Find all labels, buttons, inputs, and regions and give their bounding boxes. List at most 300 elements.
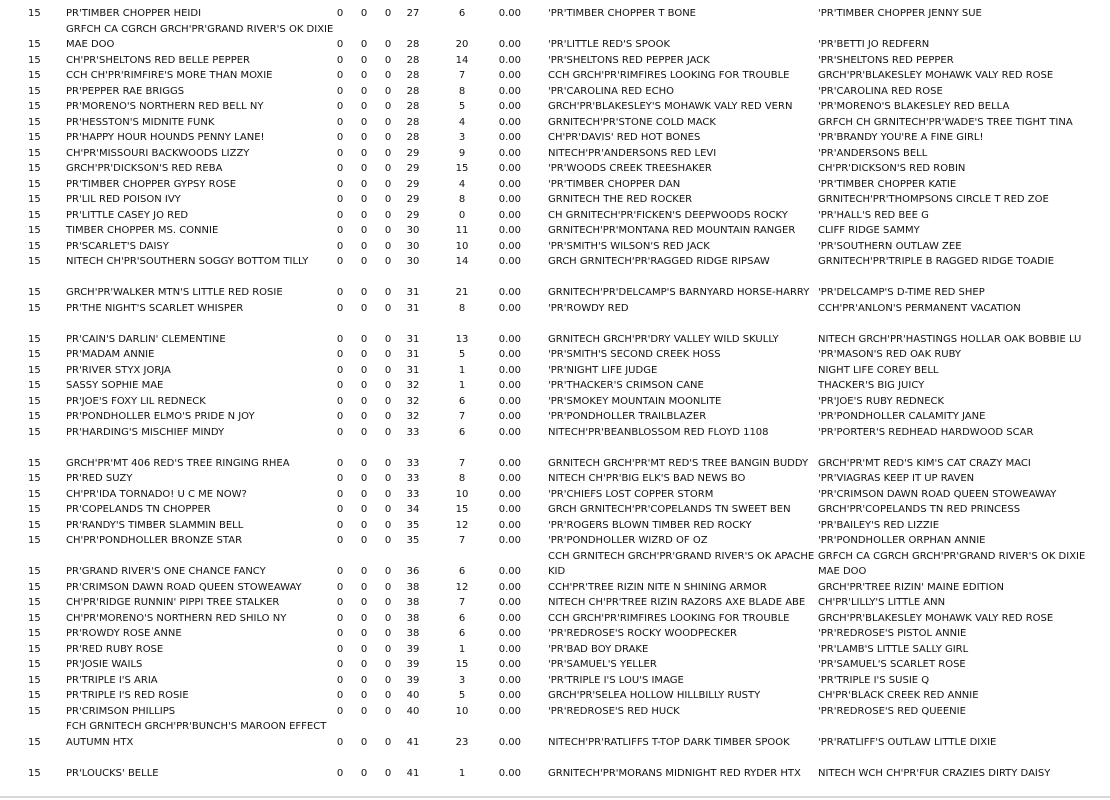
col-c-cell: 0 <box>384 659 392 670</box>
rank-cell: 30 <box>406 240 420 252</box>
table-row <box>0 704 1110 720</box>
dog-name-cell: CH'PR'MISSOURI BACKWOODS LIZZY <box>66 147 250 159</box>
col-c-cell: 0 <box>384 333 392 345</box>
col-c-cell: 0 <box>384 70 392 81</box>
table-row <box>0 223 1110 239</box>
dog-name-cell: CH'PR'SHELTONS RED BELLE PEPPER <box>66 54 250 66</box>
col-b-cell: 0 <box>360 736 368 748</box>
count-cell: 15 <box>28 54 41 66</box>
dam-name-cell: CH'PR'BLACK CREEK RED ANNIE <box>818 690 979 701</box>
dam-name-cell: CLIFF RIDGE SAMMY <box>818 225 920 236</box>
dam-name-cell: 'PR'TRIPLE I'S SUSIE Q <box>818 674 930 686</box>
sire-name-cell: NITECH'PR'ANDERSONS RED LEVI <box>548 147 717 159</box>
rank-cell: 30 <box>406 256 420 267</box>
col-b-cell: 0 <box>360 85 368 97</box>
count-cell: 15 <box>28 147 41 159</box>
dog-name-cell: PR'LIL RED POISON IVY <box>66 194 181 205</box>
table-row <box>0 580 1110 596</box>
col-b-cell: 0 <box>360 287 368 298</box>
col-a-cell: 0 <box>336 395 344 407</box>
points-cell: 1 <box>458 767 466 779</box>
col-b-cell: 0 <box>360 535 368 546</box>
amount-cell: 0.00 <box>498 690 521 701</box>
dog-name-cell: PR'PEPPER RAE BRIGGS <box>66 85 185 97</box>
count-cell: 15 <box>28 473 41 484</box>
rank-cell: 28 <box>406 132 420 143</box>
rank-cell: 39 <box>406 659 420 670</box>
col-c-cell: 0 <box>384 209 392 221</box>
dam-name-cell: 'PR'SOUTHERN OUTLAW ZEE <box>818 240 962 252</box>
points-cell: 7 <box>458 70 466 81</box>
count-cell: 15 <box>28 597 41 608</box>
col-c-cell: 0 <box>384 240 392 252</box>
dog-name-cell: PR'RED RUBY ROSE <box>66 643 164 655</box>
dog-name-cell: PR'JOE'S FOXY LIL REDNECK <box>66 395 206 407</box>
col-a-cell: 0 <box>336 597 344 608</box>
amount-cell: 0.00 <box>498 612 521 624</box>
count-cell: 15 <box>28 690 41 701</box>
sire-name-cell: 'PR'REDROSE'S RED HUCK <box>548 705 680 717</box>
amount-cell: 0.00 <box>498 504 521 515</box>
col-b-cell: 0 <box>360 256 368 267</box>
col-a-cell: 0 <box>336 705 344 717</box>
table-row <box>0 657 1110 673</box>
col-c-cell: 0 <box>384 690 392 701</box>
points-cell: 6 <box>458 426 466 438</box>
dog-name-cell: PR'TRIPLE I'S ARIA <box>66 674 158 686</box>
dam-name-cell: GRCH'PR'BLAKESLEY MOHAWK VALY RED ROSE <box>818 612 1054 624</box>
col-a-cell: 0 <box>336 39 344 50</box>
points-cell: 13 <box>455 333 469 345</box>
dam-name-cell: 'PR'JOE'S RUBY REDNECK <box>818 395 945 407</box>
count-cell: 15 <box>28 132 41 143</box>
table-row <box>0 564 1110 580</box>
col-a-cell: 0 <box>336 736 344 748</box>
table-row <box>0 347 1110 363</box>
amount-cell: 0.00 <box>498 349 521 360</box>
count-cell: 15 <box>28 8 41 19</box>
sire-name-cell: CCH GRNITECH GRCH'PR'GRAND RIVER'S OK APACHE <box>548 550 815 562</box>
points-cell: 14 <box>455 54 469 66</box>
dam-name-cell: 'PR'REDROSE'S PISTOL ANNIE <box>818 628 967 639</box>
count-cell: 15 <box>28 395 41 407</box>
sire-name-cell: 'PR'PONDHOLLER WIZRD OF OZ <box>548 535 708 546</box>
dog-name-cell: PR'MORENO'S NORTHERN RED BELL NY <box>66 101 264 112</box>
col-c-cell: 0 <box>384 147 392 159</box>
table-row <box>0 719 1110 735</box>
rank-cell: 28 <box>406 116 420 128</box>
dam-name-cell: 'PR'PONDHOLLER ORPHAN ANNIE <box>818 535 986 546</box>
sire-name-cell: 'PR'SMITH'S SECOND CREEK HOSS <box>548 349 721 360</box>
count-cell: 15 <box>28 535 41 546</box>
rank-cell: 40 <box>406 705 420 717</box>
col-c-cell: 0 <box>384 473 392 484</box>
col-a-cell: 0 <box>336 194 344 205</box>
amount-cell: 0.00 <box>498 54 521 66</box>
table-row <box>0 115 1110 131</box>
points-cell: 6 <box>458 612 466 624</box>
dog-name-cell: PR'MADAM ANNIE <box>66 349 155 360</box>
dam-name-cell: 'PR'VIAGRAS KEEP IT UP RAVEN <box>818 473 975 484</box>
col-c-cell: 0 <box>384 256 392 267</box>
col-b-cell: 0 <box>360 612 368 624</box>
amount-cell: 0.00 <box>498 736 521 748</box>
dam-name-cell: GRCH'PR'MT RED'S KIM'S CAT CRAZY MACI <box>818 457 1031 469</box>
count-cell: 15 <box>28 504 41 515</box>
sire-name-cell: CCH'PR'TREE RIZIN NITE N SHINING ARMOR <box>548 581 767 593</box>
count-cell: 15 <box>28 178 41 190</box>
table-row <box>0 53 1110 69</box>
col-b-cell: 0 <box>360 767 368 779</box>
points-cell: 5 <box>458 349 466 360</box>
table-row <box>0 394 1110 410</box>
dam-name-cell: 'PR'REDROSE'S RED QUEENIE <box>818 705 966 717</box>
table-row <box>0 766 1110 782</box>
col-c-cell: 0 <box>384 54 392 66</box>
count-cell: 15 <box>28 194 41 205</box>
table-row <box>0 161 1110 177</box>
col-b-cell: 0 <box>360 147 368 159</box>
col-c-cell: 0 <box>384 535 392 546</box>
col-c-cell: 0 <box>384 225 392 236</box>
dog-name-cell: CCH CH'PR'RIMFIRE'S MORE THAN MOXIE <box>66 70 273 81</box>
points-cell: 10 <box>455 488 469 500</box>
amount-cell: 0.00 <box>498 85 521 97</box>
col-b-cell: 0 <box>360 380 368 391</box>
col-a-cell: 0 <box>336 643 344 655</box>
amount-cell: 0.00 <box>498 209 521 221</box>
rank-cell: 30 <box>406 225 420 236</box>
dam-name-cell: 'PR'ANDERSONS BELL <box>818 147 928 159</box>
dam-name-cell: 'PR'CRIMSON DAWN ROAD QUEEN STOWEAWAY <box>818 488 1057 500</box>
col-c-cell: 0 <box>384 674 392 686</box>
points-cell: 1 <box>458 643 466 655</box>
table-row <box>0 192 1110 208</box>
amount-cell: 0.00 <box>498 256 521 267</box>
dam-name-cell: MAE DOO <box>818 566 867 577</box>
sire-name-cell: 'PR'CAROLINA RED ECHO <box>548 85 674 97</box>
rank-cell: 28 <box>406 70 420 81</box>
dog-name-cell: PR'SCARLET'S DAISY <box>66 240 169 252</box>
sire-name-cell: 'PR'ROGERS BLOWN TIMBER RED ROCKY <box>548 519 752 531</box>
amount-cell: 0.00 <box>498 597 521 608</box>
table-row <box>0 68 1110 84</box>
points-cell: 3 <box>458 132 466 143</box>
rank-cell: 38 <box>406 581 420 593</box>
col-c-cell: 0 <box>384 597 392 608</box>
col-b-cell: 0 <box>360 426 368 438</box>
col-a-cell: 0 <box>336 240 344 252</box>
count-cell: 15 <box>28 240 41 252</box>
rank-cell: 34 <box>406 504 420 515</box>
col-a-cell: 0 <box>336 674 344 686</box>
points-cell: 15 <box>455 163 469 174</box>
count-cell: 15 <box>28 457 41 469</box>
points-cell: 15 <box>455 659 469 670</box>
rank-cell: 31 <box>406 333 420 345</box>
count-cell: 15 <box>28 411 41 422</box>
col-a-cell: 0 <box>336 504 344 515</box>
count-cell: 15 <box>28 519 41 531</box>
col-b-cell: 0 <box>360 597 368 608</box>
amount-cell: 0.00 <box>498 659 521 670</box>
col-b-cell: 0 <box>360 302 368 314</box>
sire-name-cell: 'PR'SMOKEY MOUNTAIN MOONLITE <box>548 395 722 407</box>
dog-name-cell: CH'PR'RIDGE RUNNIN' PIPPI TREE STALKER <box>66 597 280 608</box>
col-c-cell: 0 <box>384 457 392 469</box>
count-cell: 15 <box>28 628 41 639</box>
dog-name-cell: GRCH'PR'DICKSON'S RED REBA <box>66 163 223 174</box>
dog-name-cell: PR'TIMBER CHOPPER HEIDI <box>66 8 202 19</box>
points-cell: 8 <box>458 473 466 484</box>
count-cell: 15 <box>28 736 41 748</box>
points-cell: 8 <box>458 85 466 97</box>
table-row <box>0 425 1110 441</box>
dam-name-cell: CCH'PR'ANLON'S PERMANENT VACATION <box>818 302 1021 314</box>
count-cell: 15 <box>28 364 41 376</box>
points-cell: 5 <box>458 101 466 112</box>
count-cell: 15 <box>28 581 41 593</box>
dog-name-cell: CH'PR'PONDHOLLER BRONZE STAR <box>66 535 243 546</box>
rank-cell: 29 <box>406 209 420 221</box>
rank-cell: 31 <box>406 364 420 376</box>
points-cell: 6 <box>458 628 466 639</box>
amount-cell: 0.00 <box>498 240 521 252</box>
col-b-cell: 0 <box>360 132 368 143</box>
sire-name-cell: GRNITECH'PR'STONE COLD MACK <box>548 116 716 128</box>
dam-name-cell: 'PR'RATLIFF'S OUTLAW LITTLE DIXIE <box>818 736 997 748</box>
rank-cell: 29 <box>406 194 420 205</box>
col-a-cell: 0 <box>336 85 344 97</box>
dog-name-cell: GRCH'PR'WALKER MTN'S LITTLE RED ROSIE <box>66 287 283 298</box>
col-b-cell: 0 <box>360 8 368 19</box>
dam-name-cell: 'PR'PORTER'S REDHEAD HARDWOOD SCAR <box>818 426 1034 438</box>
table-row <box>0 254 1110 270</box>
col-b-cell: 0 <box>360 39 368 50</box>
col-b-cell: 0 <box>360 519 368 531</box>
col-a-cell: 0 <box>336 488 344 500</box>
bottom-divider <box>0 796 1110 798</box>
rank-cell: 29 <box>406 163 420 174</box>
points-cell: 20 <box>455 39 469 50</box>
col-b-cell: 0 <box>360 659 368 670</box>
count-cell: 15 <box>28 705 41 717</box>
amount-cell: 0.00 <box>498 302 521 314</box>
amount-cell: 0.00 <box>498 380 521 391</box>
count-cell: 15 <box>28 116 41 128</box>
points-cell: 1 <box>458 364 466 376</box>
amount-cell: 0.00 <box>498 628 521 639</box>
dam-name-cell: 'PR'TIMBER CHOPPER JENNY SUE <box>818 8 982 19</box>
col-b-cell: 0 <box>360 395 368 407</box>
table-row <box>0 642 1110 658</box>
dog-name-cell: PR'RANDY'S TIMBER SLAMMIN BELL <box>66 519 244 531</box>
table-row <box>0 518 1110 534</box>
sire-name-cell: 'PR'SMITH'S WILSON'S RED JACK <box>548 240 710 252</box>
dam-name-cell: 'PR'SAMUEL'S SCARLET ROSE <box>818 659 966 670</box>
rank-cell: 40 <box>406 690 420 701</box>
amount-cell: 0.00 <box>498 519 521 531</box>
table-row <box>0 146 1110 162</box>
col-c-cell: 0 <box>384 736 392 748</box>
count-cell: 15 <box>28 333 41 345</box>
dam-name-cell: THACKER'S BIG JUICY <box>818 380 925 391</box>
table-row <box>0 409 1110 425</box>
col-a-cell: 0 <box>336 411 344 422</box>
points-cell: 9 <box>458 147 466 159</box>
col-b-cell: 0 <box>360 643 368 655</box>
dam-name-cell: GRCH'PR'BLAKESLEY MOHAWK VALY RED ROSE <box>818 70 1054 81</box>
col-a-cell: 0 <box>336 628 344 639</box>
sire-name-cell: NITECH'PR'BEANBLOSSOM RED FLOYD 1108 <box>548 426 769 438</box>
sire-name-cell: CCH GRCH'PR'RIMFIRES LOOKING FOR TROUBLE <box>548 612 790 624</box>
sire-name-cell: 'PR'SHELTONS RED PEPPER JACK <box>548 54 710 66</box>
table-row <box>0 84 1110 100</box>
col-a-cell: 0 <box>336 349 344 360</box>
amount-cell: 0.00 <box>498 101 521 112</box>
points-cell: 6 <box>458 566 466 577</box>
amount-cell: 0.00 <box>498 364 521 376</box>
points-cell: 6 <box>458 8 466 19</box>
col-c-cell: 0 <box>384 194 392 205</box>
table-row <box>0 487 1110 503</box>
count-cell: 15 <box>28 426 41 438</box>
col-a-cell: 0 <box>336 178 344 190</box>
dog-name-cell: PR'HAPPY HOUR HOUNDS PENNY LANE! <box>66 132 265 143</box>
points-cell: 12 <box>455 519 469 531</box>
sire-name-cell: GRCH GRNITECH'PR'COPELANDS TN SWEET BEN <box>548 504 791 515</box>
dog-name-cell: PR'JOSIE WAILS <box>66 659 143 670</box>
table-row <box>0 285 1110 301</box>
table-row <box>0 735 1110 751</box>
sire-name-cell: NITECH CH'PR'TREE RIZIN RAZORS AXE BLADE ABE <box>548 597 806 608</box>
rank-cell: 33 <box>406 473 420 484</box>
points-cell: 7 <box>458 597 466 608</box>
rank-cell: 35 <box>406 535 420 546</box>
rank-cell: 41 <box>406 736 420 748</box>
col-a-cell: 0 <box>336 256 344 267</box>
sire-name-cell: 'PR'BAD BOY DRAKE <box>548 643 649 655</box>
amount-cell: 0.00 <box>498 147 521 159</box>
count-cell: 15 <box>28 85 41 97</box>
sire-name-cell: GRNITECH'PR'DELCAMP'S BARNYARD HORSE-HARRY <box>548 287 810 298</box>
col-c-cell: 0 <box>384 643 392 655</box>
dam-name-cell: 'PR'LAMB'S LITTLE SALLY GIRL <box>818 643 969 655</box>
dam-name-cell: NITECH WCH CH'PR'FUR CRAZIES DIRTY DAISY <box>818 767 1051 779</box>
points-cell: 8 <box>458 302 466 314</box>
dog-name-cell: CH'PR'IDA TORNADO! U C ME NOW? <box>66 488 247 500</box>
dog-name-cell: TIMBER CHOPPER MS. CONNIE <box>66 225 219 236</box>
col-a-cell: 0 <box>336 519 344 531</box>
rank-cell: 27 <box>406 8 420 19</box>
sire-name-cell: 'PR'TIMBER CHOPPER DAN <box>548 178 681 190</box>
col-b-cell: 0 <box>360 674 368 686</box>
dam-name-cell: GRCH'PR'COPELANDS TN RED PRINCESS <box>818 504 1021 515</box>
sire-name-cell: CH GRNITECH'PR'FICKEN'S DEEPWOODS ROCKY <box>548 209 788 221</box>
col-c-cell: 0 <box>384 411 392 422</box>
col-a-cell: 0 <box>336 287 344 298</box>
count-cell: 15 <box>28 39 41 50</box>
col-c-cell: 0 <box>384 504 392 515</box>
col-a-cell: 0 <box>336 457 344 469</box>
dog-name-cell: GRFCH CA CGRCH GRCH'PR'GRAND RIVER'S OK DIXIE <box>66 23 334 35</box>
amount-cell: 0.00 <box>498 674 521 686</box>
col-b-cell: 0 <box>360 209 368 221</box>
col-b-cell: 0 <box>360 488 368 500</box>
points-cell: 21 <box>455 287 469 298</box>
sire-name-cell: GRCH'PR'SELEA HOLLOW HILLBILLY RUSTY <box>548 690 761 701</box>
rank-cell: 41 <box>406 767 420 779</box>
count-cell: 15 <box>28 380 41 391</box>
sire-name-cell: GRNITECH'PR'MORANS MIDNIGHT RED RYDER HTX <box>548 767 801 779</box>
col-b-cell: 0 <box>360 240 368 252</box>
col-c-cell: 0 <box>384 767 392 779</box>
col-b-cell: 0 <box>360 178 368 190</box>
rank-cell: 29 <box>406 147 420 159</box>
col-c-cell: 0 <box>384 39 392 50</box>
dog-name-cell: PR'CAIN'S DARLIN' CLEMENTINE <box>66 333 226 345</box>
table-row <box>0 177 1110 193</box>
col-b-cell: 0 <box>360 690 368 701</box>
col-b-cell: 0 <box>360 705 368 717</box>
rank-cell: 39 <box>406 674 420 686</box>
amount-cell: 0.00 <box>498 566 521 577</box>
col-c-cell: 0 <box>384 178 392 190</box>
rank-cell: 33 <box>406 457 420 469</box>
sire-name-cell: KID <box>548 566 566 577</box>
col-a-cell: 0 <box>336 535 344 546</box>
table-row <box>0 37 1110 53</box>
points-cell: 15 <box>455 504 469 515</box>
col-c-cell: 0 <box>384 380 392 391</box>
points-cell: 6 <box>458 395 466 407</box>
count-cell: 15 <box>28 163 41 174</box>
col-c-cell: 0 <box>384 163 392 174</box>
dog-name-cell: PR'LITTLE CASEY JO RED <box>66 209 189 221</box>
rank-cell: 31 <box>406 349 420 360</box>
sire-name-cell: GRNITECH GRCH'PR'DRY VALLEY WILD SKULLY <box>548 333 779 345</box>
col-b-cell: 0 <box>360 116 368 128</box>
col-b-cell: 0 <box>360 225 368 236</box>
dam-name-cell: 'PR'MASON'S RED OAK RUBY <box>818 349 962 360</box>
dam-name-cell: 'PR'BAILEY'S RED LIZZIE <box>818 519 940 531</box>
amount-cell: 0.00 <box>498 70 521 81</box>
col-b-cell: 0 <box>360 70 368 81</box>
sire-name-cell: 'PR'TIMBER CHOPPER T BONE <box>548 8 696 19</box>
sire-name-cell: GRNITECH'PR'MONTANA RED MOUNTAIN RANGER <box>548 225 796 236</box>
table-row <box>0 301 1110 317</box>
dam-name-cell: GRNITECH'PR'THOMPSONS CIRCLE T RED ZOE <box>818 194 1049 205</box>
col-a-cell: 0 <box>336 54 344 66</box>
rank-cell: 28 <box>406 101 420 112</box>
col-c-cell: 0 <box>384 705 392 717</box>
rank-cell: 29 <box>406 178 420 190</box>
table-row <box>0 533 1110 549</box>
dam-name-cell: GRFCH CA CGRCH GRCH'PR'GRAND RIVER'S OK DIXIE <box>818 550 1086 562</box>
col-a-cell: 0 <box>336 364 344 376</box>
points-cell: 7 <box>458 457 466 469</box>
rank-cell: 38 <box>406 628 420 639</box>
col-c-cell: 0 <box>384 395 392 407</box>
sire-name-cell: NITECH'PR'RATLIFFS T-TOP DARK TIMBER SPOOK <box>548 736 790 748</box>
dam-name-cell: 'PR'TIMBER CHOPPER KATIE <box>818 178 957 190</box>
rank-cell: 32 <box>406 380 420 391</box>
col-a-cell: 0 <box>336 767 344 779</box>
table-row <box>0 673 1110 689</box>
points-cell: 10 <box>455 705 469 717</box>
col-c-cell: 0 <box>384 364 392 376</box>
dam-name-cell: GRNITECH'PR'TRIPLE B RAGGED RIDGE TOADIE <box>818 256 1055 267</box>
